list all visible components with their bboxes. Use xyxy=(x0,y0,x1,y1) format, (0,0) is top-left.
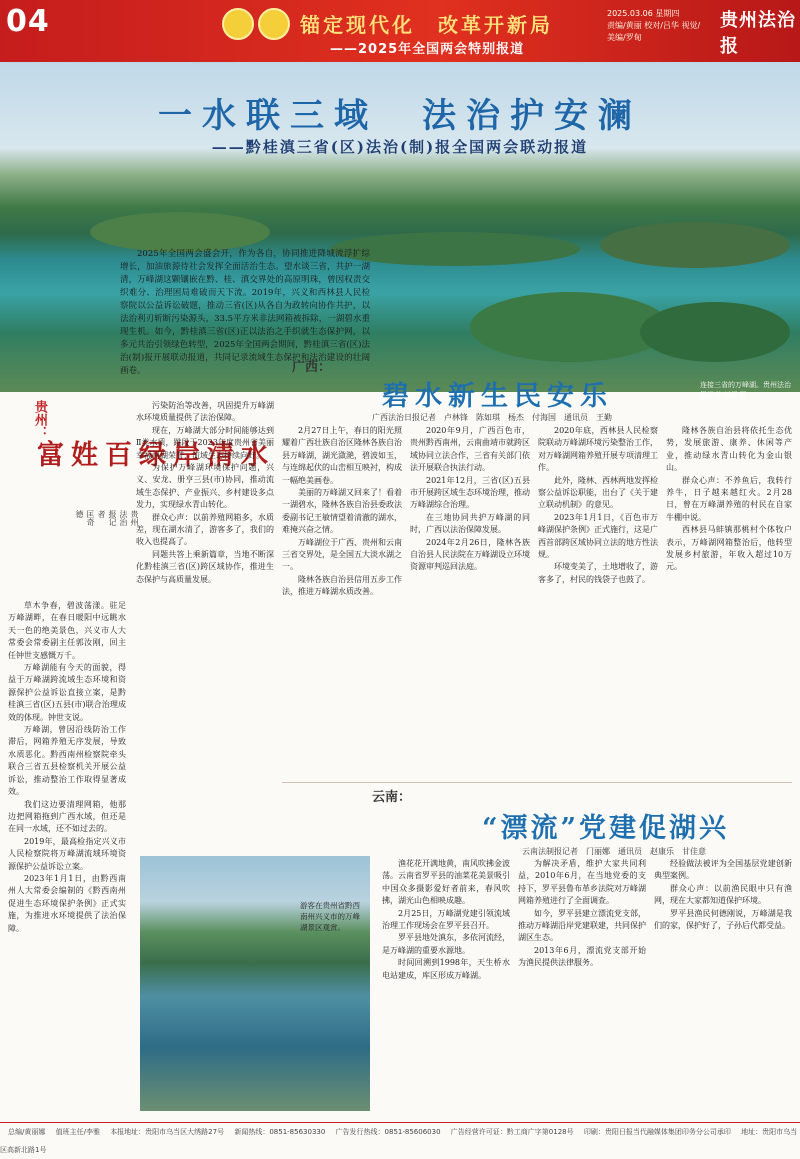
paragraph: 隆林各族自治县信用五步工作法，推进万峰湖水质改善。 xyxy=(282,574,402,597)
paragraph: 2021年12月，三省(区)五县市开展跨区域生态环境治理，推动万峰湖综合治理。 xyxy=(410,475,530,510)
paragraph: 群众心声：以前养殖网箱多，水质差，现在湖水清了，游客多了，我们的收入也提高了。 xyxy=(136,512,274,547)
paragraph: 2月25日，万峰湖党建引领流域治理工作现场会在罗平县召开。 xyxy=(382,908,510,931)
main-subheadline: ——黔桂滇三省(区)法治(制)报全国两会联动报道 xyxy=(211,138,589,156)
paragraph: 经验做法被评为全国基层党建创新典型案例。 xyxy=(654,859,792,881)
issue-designer: 美编/罗甸 xyxy=(607,33,642,42)
paragraph: 为解决矛盾，维护大家共同利益，2010年6月，在当地党委的支持下，罗平县鲁布革乡法院对万峰湖网箱养殖进行了全面调查。 xyxy=(518,859,646,906)
guizhou-location: 贵州： xyxy=(32,400,47,439)
page-footer xyxy=(0,1122,800,1154)
paragraph: 为保护万峰湖环境保护问题，兴义、安龙、册亨三县(市)协同，推动流域生态保护、产业振兴、乡村建设多点发力，实现绿水青山转化。 xyxy=(136,463,274,510)
paragraph: 此外，隆林、西林两地发挥检察公益诉讼职能，出台了《关于建立联动机制》的意见。 xyxy=(538,475,658,510)
photo-island xyxy=(600,222,790,268)
main-headline: 一水联三域 法治护安澜 xyxy=(158,96,642,136)
footer-item: 新闻热线：0851-85630330 xyxy=(234,1128,326,1136)
paragraph: 草木争春，碧波荡漾。驻足万峰湖畔，在春日暖阳中远眺水天一色的绝美景色，兴义市人大常委会常委副主任郭汝刚，回主任钟世支感慨万千。 xyxy=(8,601,126,660)
footer-item: 地址：贵阳市乌当区高新北路1号 xyxy=(0,1128,798,1154)
hero-photo-caption: 连接三省的万峰湖。贵州法治报记者 刘颜 摄 xyxy=(700,381,791,399)
issue-date: 2025.03.06 星期四 xyxy=(607,9,680,18)
guangxi-column-1 xyxy=(282,425,402,780)
special-report-label: ——2025年全国两会特别报道 xyxy=(330,42,525,57)
paragraph: 罗平县地处滇东，多依河流经，是万峰湖的重要水源地。 xyxy=(382,933,510,955)
guizhou-byline: 贵州法治报记者 匡奇德 xyxy=(75,510,139,526)
paragraph: 2020年9月，广西百色市，贵州黔西南州，云南曲靖市就跨区域协同立法合作，三省有关部门依法开展联合执法行动。 xyxy=(410,426,530,473)
photo-island xyxy=(640,302,790,362)
footer-item: 广告经营许可证：黔工商广字第0128号 xyxy=(450,1128,574,1136)
paragraph: 罗平县渔民何德刚说，万峰湖是我们的家，保护好了，子孙后代都受益。 xyxy=(654,908,792,931)
yunnan-column-2 xyxy=(518,858,646,1116)
paragraph: 万峰湖能有今天的面貌，得益于万峰湖跨流域生态环境和资源保护公益诉讼直接立案，是黔桂滇三省(区)五县(市)联合治理成效的体现。钟世支说。 xyxy=(8,663,126,722)
paragraph: 2020年底，西林县人民检察院联动万峰湖环境污染整治工作，对万峰湖网箱养殖开展专项清理工作。 xyxy=(538,426,658,473)
slogan: 锚定现代化 改革开新局 xyxy=(300,13,553,37)
section-divider xyxy=(282,782,792,783)
guangxi-column-4 xyxy=(666,425,792,780)
masthead-band xyxy=(0,0,800,62)
paragraph: 万峰湖位于广西、贵州和云南三省交界处，是全国五大淡水湖之一。 xyxy=(282,537,402,572)
paragraph: 美丽的万峰湖又回来了！看着一湖碧水，隆林各族自治县委政法委副书记王敏情望着清澈的湖水，难掩兴奋之情。 xyxy=(282,488,402,535)
paragraph: 环境变美了，土地增收了，游客多了，村民的钱袋子也鼓了。 xyxy=(538,562,658,584)
guangxi-column-2 xyxy=(410,425,530,780)
paragraph: 污染防治等改善，巩固提升万峰湖水环境质量提供了法治保障。 xyxy=(136,401,274,423)
paper-name: 贵州法治报 xyxy=(720,10,796,57)
yunnan-column-1 xyxy=(382,858,510,1116)
paragraph: 2023年1月1日，由黔西南州人大常委会编制的《黔西南州促进生态环境保护条例》正式实施，为推进水环境提供了法治保障。 xyxy=(8,873,126,933)
footer-item: 总编/黄丽娜 xyxy=(8,1128,46,1136)
issue-info xyxy=(607,8,700,44)
paragraph: 2月27日上午，春日的阳光照耀着广西壮族自治区隆林各族自治县万峰湖，湖光潋滟，碧波如玉，与连绵起伏的山峦相互映衬，构成一幅绝美画卷。 xyxy=(282,426,402,485)
party-emblem-icon xyxy=(258,8,290,40)
intro-paragraph: 2025年全国两会盛会开，作为各自，协同推进降城流浮扩综增长，加油旅源待社会发挥全面活治生态。望水谈三省，共护一湖清，万峰湖这颗镶嵌在黔、桂、滇交界处的高原明珠，曾因权责交织难分、治理困局难破而天下流。2019年，兴义和西林县人民检察院以公益诉讼破题，推动三省(区)从各自为政转向协作共护，以法治利刃斩断污染源头，33.5平方米非法网箱被拆除，一湖碧水重现生机。如今，黔桂滇三省(区)正以法治之手织就生态保护网，以多元共治引领绿色转型，2025年全国两会期间，黔桂滇三省(区)法治(制)报开展联动报道，共同记录流域生态保护和法治建设的壮阔画卷。 xyxy=(120,249,370,376)
guangxi-byline: 广西法治日报记者 卢林锋 陈如琪 杨杰 付海国 通讯员 王勤 xyxy=(372,413,612,422)
paragraph: 隆林各族自治县将依托生态优势，发展旅游、康养、休闲等产业，推动绿水青山转化为金山银山。 xyxy=(666,426,792,473)
paragraph: 西林县马蚌镇那桃村个体牧户表示，万峰湖网箱整治后，他转型发展乡村旅游，年收入超过10万元。 xyxy=(666,525,792,572)
yunnan-headline: “漂流”党建促湖兴 xyxy=(482,813,730,844)
paragraph: 时间回溯到1998年，天生桥水电站建成，库区形成万峰湖。 xyxy=(382,958,510,980)
paragraph: 如今，罗平县建立漂流党支部，推动万峰湖沿岸党建联建，共同保护湖区生态。 xyxy=(518,908,646,943)
issue-editors: 责编/黄丽 校对/吕华 视觉/ xyxy=(607,21,701,30)
guangxi-column-3 xyxy=(538,425,658,780)
paragraph: 我们这边要清理网箱，他那边把网箱拖到广西水域，但还是在同一水域，还不如过去的。 xyxy=(8,799,126,834)
paragraph: 群众心声：不养鱼后，我转行养牛，日子越来越红火。2月28日，曾在万峰湖养殖的村民在自家牛棚中说。 xyxy=(666,475,792,522)
guangxi-headline: 碧水新生民安乐 xyxy=(382,381,613,412)
paragraph: 万峰湖，曾因沿线防治工作滞后，网箱养殖无序发展，导致水质恶化。黔西南州检察院牵头联合三省五县检察机关开展公益诉讼，推动整治工作取得显著成效。 xyxy=(8,725,126,797)
guizhou-photo-caption: 游客在贵州省黔西南州兴义市的万峰湖景区观赏。 xyxy=(300,901,360,932)
paragraph: 2019年，最高检指定兴义市人民检察院将万峰湖流域环境资源保护公益诉讼立案。 xyxy=(8,836,126,871)
yunnan-column-3 xyxy=(654,858,792,1116)
page-number: 04 xyxy=(6,4,50,39)
paragraph: 2024年2月26日，隆林各族自治县人民法院在万峰湖设立环境资源审判巡回法庭。 xyxy=(410,537,530,572)
paragraph: 同题共答上乘新篇章，当地不断深化黔桂滇三省(区)跨区域协作，推进生态保护与高质量发展。 xyxy=(136,549,274,584)
national-emblem-icon xyxy=(222,8,254,40)
footer-item: 值班主任/李雅 xyxy=(55,1128,100,1136)
footer-item: 本报地址：贵阳市乌当区大绣路27号 xyxy=(110,1128,225,1136)
paragraph: 现在，万峰湖大部分时间能够达到Ⅱ类水质，跳段于2023年度贵州省美丽幸福河湖荣誉，流域生态持续向好。 xyxy=(136,425,274,460)
guizhou-column-1 xyxy=(8,600,126,1115)
paragraph: 群众心声：以前渔民眼中只有渔网，现在大家都知道保护环境。 xyxy=(654,883,792,906)
photo-island xyxy=(90,212,270,252)
guizhou-column-2 xyxy=(136,400,274,850)
guizhou-headline: 水清岸绿百姓富 xyxy=(32,440,267,471)
yunnan-byline: 云南法制报记者 门丽娜 通讯员 赵康乐 甘佳意 xyxy=(522,847,706,856)
paragraph: 渔花花开满地黄，南风吹拂金波荡。云南省罗平县的油菜花美景吸引中国众多摄影爱好者前来，春风吹拂，湖光山色相映成趣。 xyxy=(382,859,510,906)
guizhou-photo xyxy=(140,856,370,1111)
guangxi-location: 广西： xyxy=(292,360,332,375)
footer-item: 广告发行热线：0851-85606030 xyxy=(335,1128,441,1136)
paragraph: 2023年1月1日，《百色市万峰湖保护条例》正式施行，这是广西首部跨区域协同立法的地方性法规。 xyxy=(538,512,658,560)
yunnan-location: 云南： xyxy=(372,790,412,805)
footer-item: 印刷：贵阳日报当代融媒体集团印务分公司承印 xyxy=(583,1128,731,1136)
paragraph: 在三地协同共护万峰湖的同时，广西以法治保障发展。 xyxy=(410,512,530,535)
paragraph: 2013年6月，漂流党支部开始为渔民提供法律服务。 xyxy=(518,945,646,968)
